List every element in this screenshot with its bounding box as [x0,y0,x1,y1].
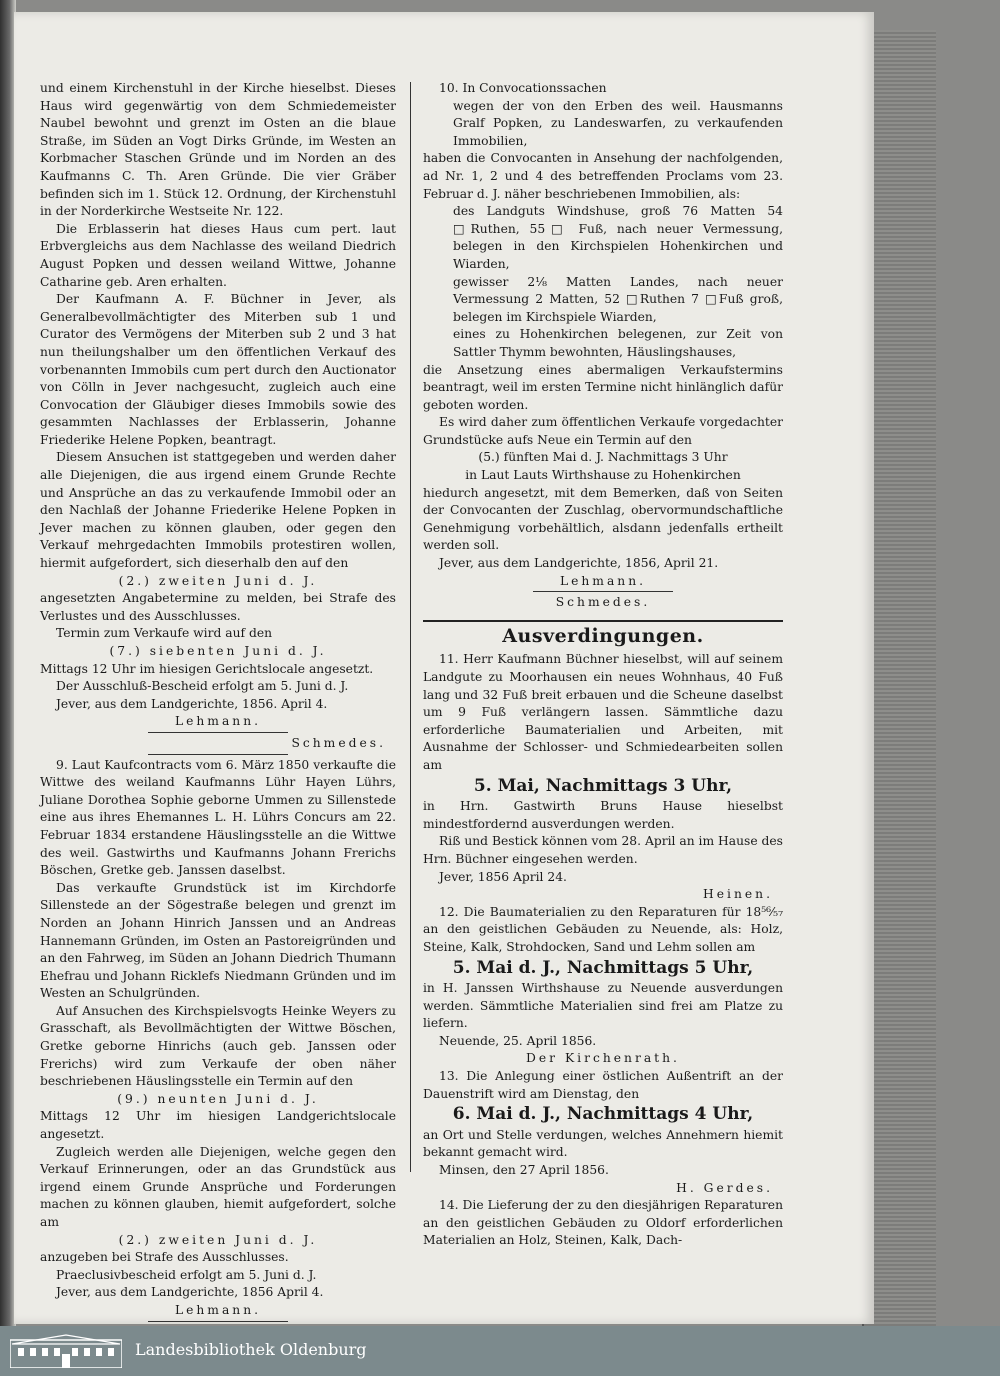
divider [533,591,673,592]
paragraph: gewisser 2⅛ Matten Landes, nach neuer Vermessung 2 Matten, 52 □Ruthen 7 □Fuß groß, belegen im Kirchspiele Wiarden, [453,274,783,324]
signature: Heinen. [703,887,773,902]
paragraph: Es wird daher zum öffentlichen Verkaufe vorgedachter Grundstücke aufs Neue ein Termin auf den [423,415,783,447]
paragraph: an Ort und Stelle verdungen, welches Annehmern hiemit bekannt gemacht wird. [423,1127,783,1160]
library-building-icon [10,1334,122,1368]
date-line: (9.) neunten Juni d. J. [117,1091,319,1106]
date-line: (2.) zweiten Juni d. J. [118,573,318,588]
paragraph: Zugleich werden alle Diejenigen, welche gegen den Verkauf Erinnerungen, oder an das Grundstück aus irgend einem Grunde Ansprüche und Forderungen machen zu können glauben, hiemit aufgefordert, solche am [40,1144,396,1229]
paragraph: Die Erblasserin hat dieses Haus cum pert. laut Erbvergleichs aus dem Nachlasse des weiland Diedrich August Popken und dessen weiland Wittwe, Johanne Catharine geb. Aren erhalten. [40,221,396,289]
left-column [40,80,396,1341]
library-name: Landesbibliothek Oldenburg [135,1340,367,1359]
column-divider [410,82,411,1172]
paragraph: 13. Die Anlegung einer östlichen Außentrift an der Dauenstrift wird am Dienstag, den [423,1069,783,1101]
divider [148,732,288,733]
divider [148,1321,288,1322]
paragraph: in H. Janssen Wirthshause zu Neuende ausverdungen werden. Sämmtliche Materialien sind frei am Platze zu liefern. [423,981,783,1031]
right-column [423,80,783,1250]
paragraph: Der Kaufmann A. F. Büchner in Jever, als Generalbevollmächtigter des Miterben sub 1 und Curator des Vermögens der Miterben sub 2 und 3 hat nun theilungshalber um den öffentlichen Verkauf des vorbenannten Immobils cum pert durch den Auctionator von Cölln in Jever nachgesucht, zugleich auch eine Convocation der Gläubiger dieses Immobils sowie des gesammten Nachlasses der Erblasserin, Johanne Friederike Helene Popken, beantragt. [40,292,396,447]
footer-bar [0,1326,1000,1376]
signature: Der Kirchenrath. [526,1051,680,1066]
signature: Lehmann. [174,1302,262,1317]
signature: H. Gerdes. [676,1180,773,1195]
paragraph: in Hrn. Gastwirth Bruns Hause hieselbst mindestfordernd ausverdungen werden. [423,799,783,831]
paragraph: anzugeben bei Strafe des Ausschlusses. [40,1250,289,1265]
paragraph: 12. Die Baumaterialien zu den Reparaturen für 18⁵⁶⁄₅₇ an den geistlichen Gebäuden zu Neuende, als: Holz, Steine, Kalk, Strohdocken, Sand und Lehm sollen am [423,904,783,954]
paragraph: 9. Laut Kaufcontracts vom 6. März 1850 verkaufte die Wittwe des weiland Kaufmanns Lühr Hayen Lührs, Juliane Dorothea Sophie geborne Ummen zu Sillenstede eine aus ihres Ehemannes L. H. Lührs Concurs am 22. Februar 1834 erstandene Häuslingsstelle an die Wittwe des weil. Gastwirths und Kaufmanns Johann Frerichs Böschen, Gretke geb. Janssen daselbst. [40,757,396,878]
date-line: (2.) zweiten Juni d. J. [118,1232,318,1247]
paragraph: des Landguts Windshuse, groß 76 Matten 54 □Ruthen, 55□ Fuß, nach neuer Vermessung, belegen in den Kirchspielen Hohenkirchen und Wiarden, [453,204,783,271]
paragraph: die Ansetzung eines abermaligen Verkaufstermins beantragt, weil im ersten Termine nicht hinlänglich dafür geboten worden. [423,362,783,412]
date-line: 5. Mai d. J., Nachmittags 5 Uhr, [452,957,754,978]
paragraph: Der Ausschluß-Bescheid erfolgt am 5. Juni d. J. [56,679,349,694]
paragraph: Mittags 12 Uhr im hiesigen Landgerichtslocale angesetzt. [40,1109,396,1142]
paragraph: Riß und Bestick können vom 28. April an im Hause des Hrn. Büchner eingesehen werden. [423,834,783,866]
paragraph: Jever, aus dem Landgerichte, 1856, April 21. [439,556,719,571]
paragraph: hiedurch angesetzt, mit dem Bemerken, daß von Seiten der Convocanten der Zuschlag, obervormundschaftliche Genehmigung vorbehältlich, alsdann jedenfalls ertheilt werden soll. [423,485,783,553]
paragraph: 10. In Convocationssachen [439,81,607,95]
place-line: in Laut Lauts Wirthshause zu Hohenkirchen [465,468,741,483]
date-line: (5.) fünften Mai d. J. Nachmittags 3 Uhr [478,450,728,465]
section-divider [423,620,783,622]
paragraph: 14. Die Lieferung der zu den diesjährigen Reparaturen an den geistlichen Gebäuden zu Oldorf erforderlichen Materialien an Holz, Steinen, Kalk, Dach- [423,1198,783,1248]
paragraph: Neuende, 25. April 1856. [439,1033,597,1048]
signature: Lehmann. [174,714,262,729]
date-line: 5. Mai, Nachmittags 3 Uhr, [473,775,733,796]
paragraph: Jever, aus dem Landgerichte, 1856. April 4. [56,696,328,711]
paragraph: 11. Herr Kaufmann Büchner hieselbst, will auf seinem Landgute zu Moorhausen ein neues Wohnhaus, 40 Fuß lang und 32 Fuß breit erbauen und die Scheune daselbst um 9 Fuß verlängern lassen. Sämmtliche dazu erforderliche Baumaterialien und Arbeiten, mit Ausnahme der Schlosser- und Schmiedearbeiten sollen am [423,652,783,772]
paragraph: Jever, aus dem Landgerichte, 1856 April 4. [56,1285,324,1300]
paragraph: Praeclusivbescheid erfolgt am 5. Juni d. J. [56,1267,317,1282]
date-line: 6. Mai d. J., Nachmittags 4 Uhr, [452,1104,754,1125]
signature: Lehmann. [559,573,647,588]
paragraph: und einem Kirchenstuhl in der Kirche hieselbst. Dieses Haus wird gegenwärtig von dem Schmiedemeister Naubel bewohnt und grenzt im Osten an die blaue Straße, im Süden an Vogt Dirks Gründe, im Westen an Korbmacher Staschen Gründe und im Norden an des Kaufmanns C. Th. Aren Gründe. Die vier Gräber befinden sich im 1. Stück 12. Ordnung, der Kirchenstuhl in der Norderkirche Westseite Nr. 122. [40,81,396,219]
paragraph: eines zu Hohenkirchen belegenen, zur Zeit von Sattler Thymm bewohnten, Häuslingshauses, [453,327,783,359]
paragraph: Termin zum Verkaufe wird auf den [56,626,273,641]
paragraph: Minsen, den 27 April 1856. [439,1163,609,1178]
paragraph: angesetzten Angabetermine zu melden, bei Strafe des Verlustes und des Ausschlusses. [40,591,396,623]
paragraph: Das verkaufte Grundstück ist im Kirchdorfe Sillenstede an der Sögestraße belegen und grenzt im Norden an Johann Hinrich Janssen und an Andreas Hannemann Gründen, im Osten an Pastoreigründen und an den Fahrweg, im Süden an Johann Diedrich Thumann Ehefrau und Johann Ricklefs Niedmann Gründen und im Westen an Schulgründen. [40,880,396,1001]
paragraph: haben die Convocanten in Ansehung der nachfolgenden, ad Nr. 1, 2 und 4 des betreffenden Proclams vom 23. Februar d. J. näher beschriebenen Immobilien, als: [423,151,783,201]
signature: Schmedes. [555,595,651,610]
paragraph: wegen der von den Erben des weil. Hausmanns Gralf Popken, zu Landeswarfen, zu verkaufenden Immobilien, [453,98,783,148]
signature: Schmedes. [291,735,386,750]
paragraph: Jever, 1856 April 24. [439,869,567,884]
section-heading: Ausverdingungen. [502,624,704,647]
paragraph: Auf Ansuchen des Kirchspielsvogts Heinke Weyers zu Grasschaft, als Bevollmächtigten der Wittwe Böschen, Gretke geborne Hinrichs (auch geb. Janssen oder Frerichs) wird zum Verkaufe der oben näher beschriebenen Häuslingsstelle ein Termin auf den [40,1003,396,1089]
paragraph: Diesem Ansuchen ist stattgegeben und werden daher alle Diejenigen, die aus irgend einem Grunde Rechte und Ansprüche an das zu verkaufende Immobil oder an den Nachlaß der Johanne Friederike Helene Popken in Jever machen zu können glauben, oder gegen den Verkauf mehrgedachten Immobils protestiren wollen, hiermit aufgefordert, sich dieserhalb den auf den [40,450,396,571]
date-line: (7.) siebenten Juni d. J. [109,644,327,658]
paragraph: Mittags 12 Uhr im hiesigen Gerichtslocale angesetzt. [40,661,374,676]
divider [148,754,288,755]
